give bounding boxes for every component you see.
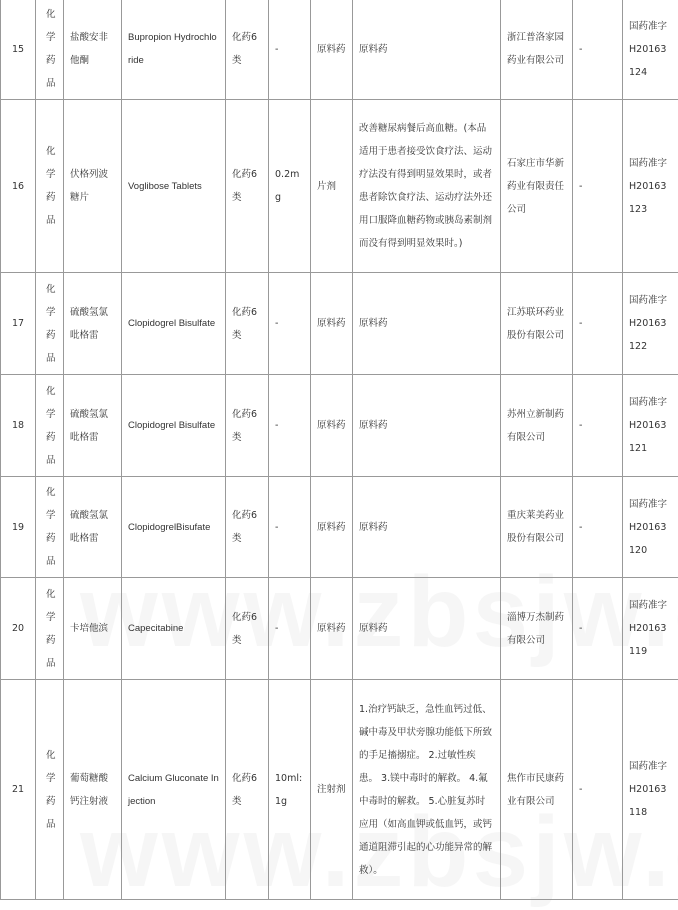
approval-number-cell: 国药准字H20163121 [623,375,678,477]
approval-number-cell: 国药准字H20163123 [623,100,678,273]
table-row [1,100,678,273]
drug-name-cn-cell: 葡萄糖酸钙注射液 [64,680,122,900]
drug-category-cell: 化学药品 [36,100,64,273]
drug-name-cn-cell: 伏格列波糖片 [64,100,122,273]
drug-name-cn-cell: 硫酸氢氯吡格雷 [64,375,122,477]
specification-cell: - [269,578,311,680]
specification-cell: - [269,477,311,578]
empty-column-cell: - [573,375,623,477]
drug-name-en-cell: Clopidogrel Bisulfate [122,375,226,477]
dosage-form-cell: 原料药 [311,273,353,375]
registration-class-cell: 化药6类 [226,680,269,900]
indication-cell: 原料药 [353,0,501,100]
drug-category-cell: 化学药品 [36,0,64,100]
row-number-cell: 18 [1,375,36,477]
drug-name-cn-cell: 硫酸氢氯吡格雷 [64,477,122,578]
manufacturer-cell: 苏州立新制药有限公司 [501,375,573,477]
registration-class-cell: 化药6类 [226,0,269,100]
registration-class-cell: 化药6类 [226,273,269,375]
drug-category-cell: 化学药品 [36,273,64,375]
approval-number-cell: 国药准字H20163120 [623,477,678,578]
table-row [1,578,678,680]
row-number-cell: 21 [1,680,36,900]
row-number-cell: 16 [1,100,36,273]
manufacturer-cell: 重庆莱美药业股份有限公司 [501,477,573,578]
drug-category-cell: 化学药品 [36,477,64,578]
approval-number-cell: 国药准字H20163122 [623,273,678,375]
indication-cell: 原料药 [353,578,501,680]
empty-column-cell: - [573,680,623,900]
empty-column-cell: - [573,100,623,273]
dosage-form-cell: 原料药 [311,0,353,100]
drug-category-cell: 化学药品 [36,578,64,680]
specification-cell: 0.2mg [269,100,311,273]
registration-class-cell: 化药6类 [226,578,269,680]
manufacturer-cell: 淄博万杰制药有限公司 [501,578,573,680]
drug-name-en-cell: Voglibose Tablets [122,100,226,273]
dosage-form-cell: 原料药 [311,375,353,477]
drug-name-cn-cell: 卡培他滨 [64,578,122,680]
approval-number-cell: 国药准字H20163119 [623,578,678,680]
dosage-form-cell: 原料药 [311,578,353,680]
specification-cell: - [269,375,311,477]
row-number-cell: 20 [1,578,36,680]
approval-number-cell: 国药准字H20163118 [623,680,678,900]
manufacturer-cell: 浙江普洛家园药业有限公司 [501,0,573,100]
row-number-cell: 17 [1,273,36,375]
table-row [1,0,678,100]
dosage-form-cell: 原料药 [311,477,353,578]
registration-class-cell: 化药6类 [226,100,269,273]
indication-cell: 1.治疗钙缺乏，急性血钙过低、碱中毒及甲状旁腺功能低下所致的手足搐搦症。 2.过敏性疾患。 3.镁中毒时的解救。 4.氟中毒时的解救。 5.心脏复苏时应用（如高血钾或低血钙，或钙通道阻滞引起的心功能异常的解救）。 [353,680,501,900]
drug-name-cn-cell: 硫酸氢氯吡格雷 [64,273,122,375]
drug-name-en-cell: ClopidogrelBisufate [122,477,226,578]
empty-column-cell: - [573,477,623,578]
registration-class-cell: 化药6类 [226,477,269,578]
drug-name-cn-cell: 盐酸安非他酮 [64,0,122,100]
dosage-form-cell: 注射剂 [311,680,353,900]
empty-column-cell: - [573,578,623,680]
specification-cell: - [269,0,311,100]
drug-name-en-cell: Capecitabine [122,578,226,680]
manufacturer-cell: 江苏联环药业股份有限公司 [501,273,573,375]
row-number-cell: 15 [1,0,36,100]
dosage-form-cell: 片剂 [311,100,353,273]
drug-name-en-cell: Calcium Gluconate Injection [122,680,226,900]
table-row [1,375,678,477]
empty-column-cell: - [573,273,623,375]
manufacturer-cell: 石家庄市华新药业有限责任公司 [501,100,573,273]
approval-number-cell: 国药准字H20163124 [623,0,678,100]
indication-cell: 原料药 [353,477,501,578]
empty-column-cell: - [573,0,623,100]
table-row [1,680,678,900]
indication-cell: 改善糖尿病餐后高血糖。(本品适用于患者接受饮食疗法、运动疗法没有得到明显效果时，或者患者除饮食疗法、运动疗法外还用口服降血糖药物或胰岛素制剂而没有得到明显效果时。) [353,100,501,273]
table-row [1,273,678,375]
drug-name-en-cell: Bupropion Hydrochloride [122,0,226,100]
specification-cell: - [269,273,311,375]
registration-class-cell: 化药6类 [226,375,269,477]
drug-name-en-cell: Clopidogrel Bisulfate [122,273,226,375]
specification-cell: 10ml:1g [269,680,311,900]
row-number-cell: 19 [1,477,36,578]
drug-category-cell: 化学药品 [36,680,64,900]
drug-category-cell: 化学药品 [36,375,64,477]
manufacturer-cell: 焦作市民康药业有限公司 [501,680,573,900]
indication-cell: 原料药 [353,273,501,375]
indication-cell: 原料药 [353,375,501,477]
table-row [1,477,678,578]
